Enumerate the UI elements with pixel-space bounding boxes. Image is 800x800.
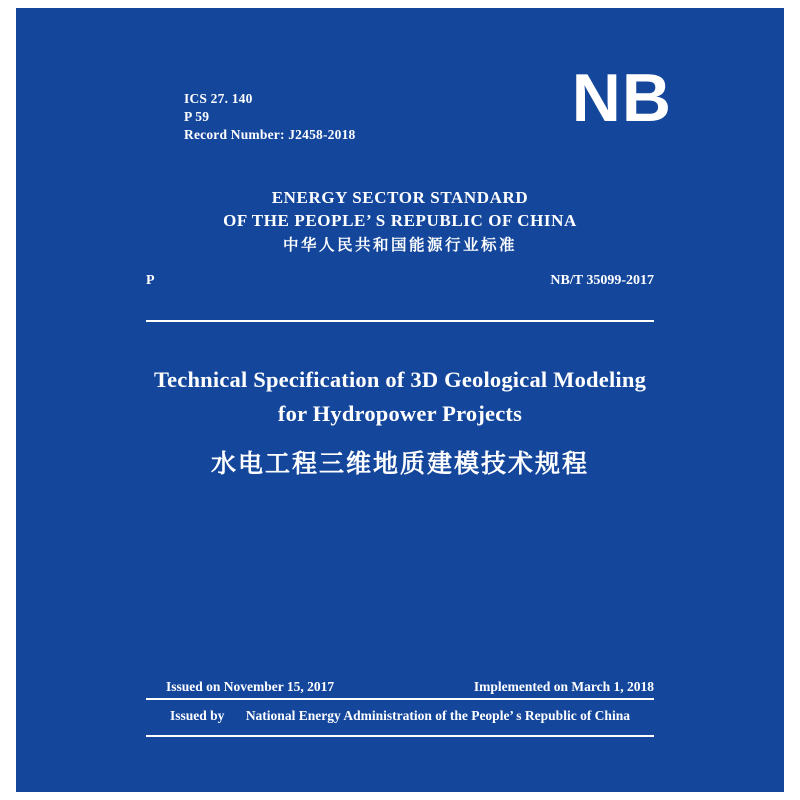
standard-code-row <box>146 273 654 289</box>
issuer-name: National Energy Administration of the People’ s Republic of China <box>245 708 630 723</box>
issuer-row <box>16 708 784 724</box>
nb-logo: NB <box>571 60 672 136</box>
standard-authority-header <box>16 186 784 258</box>
category-letter: P <box>146 273 155 288</box>
classification-code: P 59 <box>184 109 210 124</box>
implemented-date: Implemented on March 1, 2018 <box>473 679 654 694</box>
authority-line-2: OF THE PEOPLE’ S REPUBLIC OF CHINA <box>223 211 577 230</box>
issuer-label: Issued by <box>170 708 225 723</box>
title-english-line-1: Technical Specification of 3D Geological Modeling <box>153 367 647 392</box>
authority-line-chinese: 中华人民共和国能源行业标准 <box>282 236 517 254</box>
authority-line-1: ENERGY SECTOR STANDARD <box>271 188 529 207</box>
divider-top <box>146 320 654 322</box>
divider-bottom-1 <box>146 698 654 700</box>
standard-cover <box>16 8 784 792</box>
divider-bottom-2 <box>146 735 654 737</box>
issued-date: Issued on November 15, 2017 <box>166 679 335 694</box>
standard-number: NB/T 35099-2017 <box>550 273 654 288</box>
ics-number: ICS 27. 140 <box>184 91 253 106</box>
title-chinese: 水电工程三维地质建模技术规程 <box>210 449 589 478</box>
title-english-line-2: for Hydropower Projects <box>277 401 523 426</box>
cover-meta-block <box>184 90 355 144</box>
title-block <box>76 363 724 481</box>
record-number: Record Number: J2458-2018 <box>184 127 356 142</box>
dates-row <box>166 679 654 695</box>
